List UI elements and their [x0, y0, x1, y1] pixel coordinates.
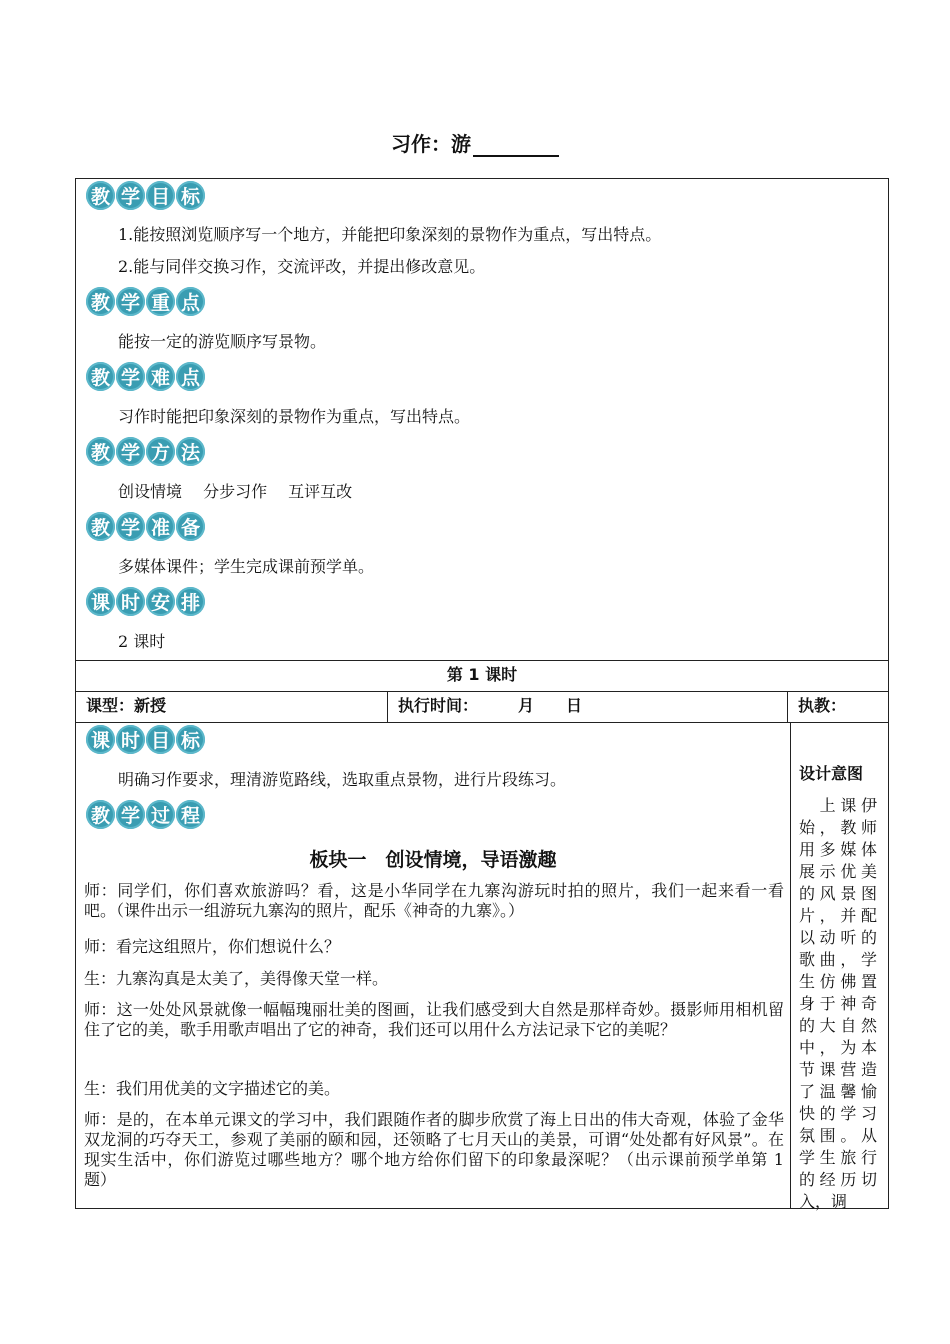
badge-char: 教 — [86, 437, 115, 466]
badge-char: 目 — [146, 725, 175, 754]
badge-char: 学 — [116, 362, 145, 391]
badge-char: 标 — [176, 181, 205, 210]
lesson-main — [75, 722, 889, 1209]
badge-char: 教 — [86, 287, 115, 316]
lesson-info-row — [75, 691, 889, 723]
dialogue-paragraph-5: 生：我们用优美的文字描述它的美。 — [84, 1079, 341, 1098]
badge-char: 程 — [176, 800, 205, 829]
design-intent-title: 设计意图 — [799, 764, 864, 783]
badge-teaching-difficulty — [86, 362, 206, 394]
badge-lesson-goals — [86, 725, 206, 757]
badge-char: 教 — [86, 800, 115, 829]
badge-teaching-goals — [86, 181, 206, 213]
dialogue-paragraph-3: 生：九寨沟真是太美了，美得像天堂一样。 — [84, 969, 389, 988]
badge-char: 点 — [176, 287, 205, 316]
badge-char: 教 — [86, 362, 115, 391]
block-title: 板块一 创设情境，导语激趣 — [309, 849, 557, 871]
prep-text: 多媒体课件；学生完成课前预学单。 — [118, 557, 375, 576]
badge-char: 目 — [146, 181, 175, 210]
lesson-type-cell — [76, 692, 388, 722]
lesson-title: 第 1 课时 — [446, 665, 518, 684]
badge-char: 安 — [146, 587, 175, 616]
schedule-text: 2 课时 — [118, 632, 166, 651]
document-title — [0, 128, 950, 157]
badge-char: 课 — [86, 587, 115, 616]
badge-char: 点 — [176, 362, 205, 391]
method-text: 创设情境 分步习作 互评互改 — [118, 482, 353, 501]
lesson-teacher: 执教： — [798, 696, 847, 715]
lesson-time: 执行时间： 月 日 — [398, 696, 583, 715]
key-text: 能按一定的游览顺序写景物。 — [118, 332, 327, 351]
goal-item-2: 2.能与同伴交换习作，交流评改，并提出修改意见。 — [118, 257, 486, 276]
badge-char: 法 — [176, 437, 205, 466]
difficulty-text: 习作时能把印象深刻的景物作为重点，写出特点。 — [118, 407, 471, 426]
badge-char: 排 — [176, 587, 205, 616]
badge-char: 学 — [116, 437, 145, 466]
badge-char: 过 — [146, 800, 175, 829]
badge-char: 学 — [116, 512, 145, 541]
badge-char: 重 — [146, 287, 175, 316]
badge-char: 学 — [116, 181, 145, 210]
badge-char: 准 — [146, 512, 175, 541]
badge-char: 课 — [86, 725, 115, 754]
lesson-time-cell — [388, 692, 788, 722]
badge-char: 学 — [116, 800, 145, 829]
title-text: 习作：游 — [391, 132, 471, 156]
badge-char: 教 — [86, 181, 115, 210]
badge-teaching-process — [86, 800, 206, 832]
design-intent-column — [790, 723, 888, 1211]
badge-char: 方 — [146, 437, 175, 466]
badge-char: 时 — [116, 725, 145, 754]
dialogue-paragraph-6: 师：是的，在本单元课文的学习中，我们跟随作者的脚步欣赏了海上日出的伟大奇观，体验了金华双龙洞的巧夺天工，参观了美丽的颐和园，还领略了七月天山的美景，可谓“处处都有好风景”。在现实生活中，你们游览过哪些地方？哪个地方给你们留下的印象最深呢？（出示课前预学单第 1 题） — [84, 1110, 784, 1189]
goal-item-1: 1.能按照浏览顺序写一个地方，并能把印象深刻的景物作为重点，写出特点。 — [118, 225, 662, 244]
badge-char: 教 — [86, 512, 115, 541]
design-intent-text: 上课伊始，教师用多媒体展示优美的风景图片，并配以动听的歌曲，学生仿佛置身于神奇的大自然中，为本节课营造了温馨愉快的学习氛围。从学生旅行的经历切入，调 — [799, 796, 877, 1211]
lesson-title-row — [75, 660, 889, 692]
objectives-box — [75, 178, 889, 661]
dialogue-paragraph-2: 师：看完这组照片，你们想说什么？ — [84, 937, 341, 956]
badge-char: 难 — [146, 362, 175, 391]
lesson-goal-text: 明确习作要求，理清游览路线，选取重点景物，进行片段练习。 — [118, 770, 567, 789]
badge-char: 时 — [116, 587, 145, 616]
badge-schedule — [86, 587, 206, 619]
badge-teaching-prep — [86, 512, 206, 544]
badge-char: 学 — [116, 287, 145, 316]
dialogue-paragraph-4: 师：这一处处风景就像一幅幅瑰丽壮美的图画，让我们感受到大自然是那样奇妙。摄影师用相机留住了它的美，歌手用歌声唱出了它的神奇，我们还可以用什么方法记录下它的美呢？ — [84, 1000, 784, 1039]
lesson-type: 课型：新授 — [86, 696, 167, 715]
badge-char: 备 — [176, 512, 205, 541]
dialogue-paragraph-1: 师：同学们，你们喜欢旅游吗？看，这是小华同学在九寨沟游玩时拍的照片，我们一起来看一看吧。（课件出示一组游玩九寨沟的照片，配乐《神奇的九寨》。） — [84, 881, 784, 920]
badge-char: 标 — [176, 725, 205, 754]
title-blank-line — [473, 137, 559, 157]
badge-teaching-key — [86, 287, 206, 319]
lesson-teacher-cell — [788, 692, 888, 722]
badge-teaching-method — [86, 437, 206, 469]
